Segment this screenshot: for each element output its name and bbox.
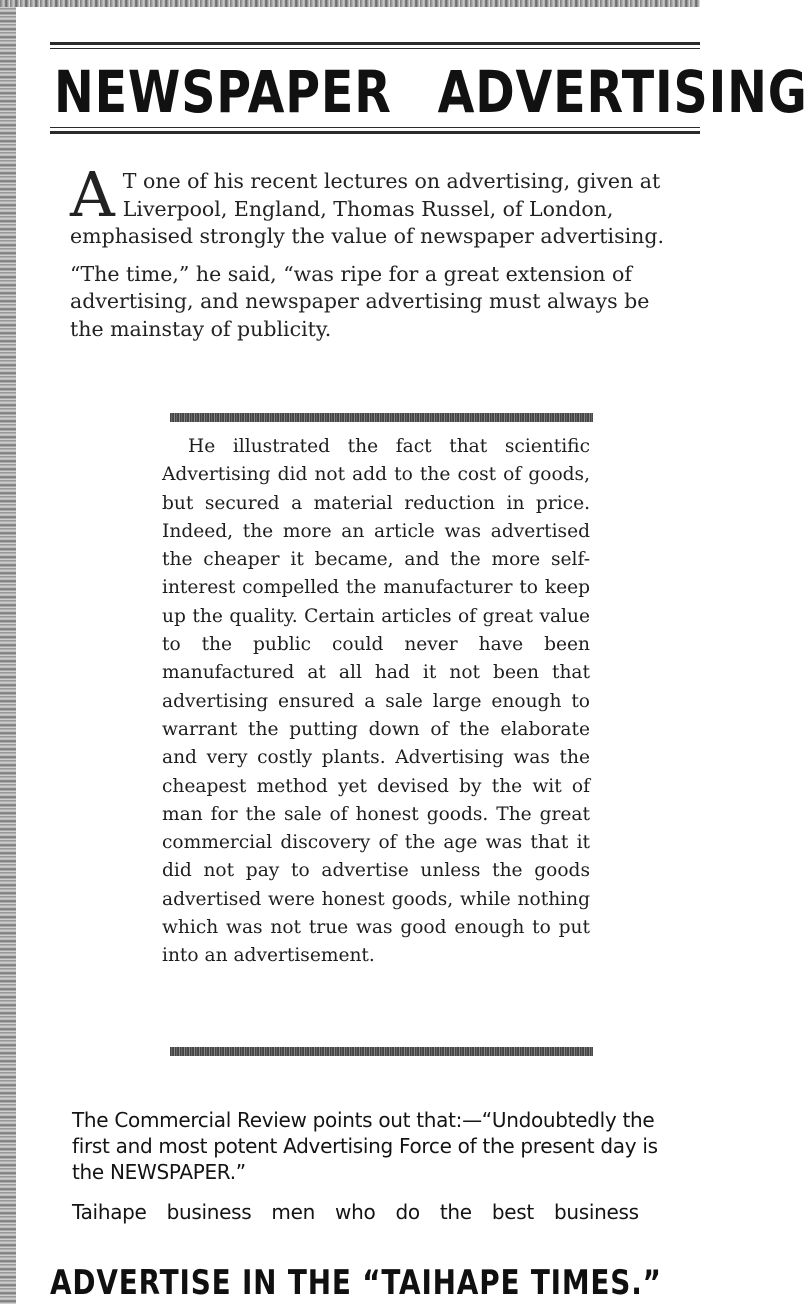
headline-rule-bottom-thin — [50, 127, 700, 128]
headline — [54, 52, 808, 132]
intro-paragraph-1: A T one of his recent lectures on advertising, given at Liverpool, England, Thomas Russel, of London, emphasised strongly the value of newspaper advertising. — [70, 158, 664, 248]
column-rule-top — [170, 413, 593, 422]
headline-rule-top — [50, 42, 700, 45]
review-quote: The Commercial Review points out that:—“Undoubtedly the first and most potent Advertising Force of the present day is the NEWSPAPER.” — [72, 1108, 658, 1184]
headline-word-2: ADVERTISING — [437, 58, 808, 126]
intro-section — [70, 158, 680, 343]
headline-rule-top-thin — [50, 48, 700, 49]
intro-paragraph-2: “The time,” he said, “was ripe for a great extension of advertising, and newspaper advertising must always be the mainstay of publicity. — [70, 261, 650, 341]
headline-word-1: NEWSPAPER — [54, 58, 392, 126]
page-edge-left — [0, 0, 16, 1304]
drop-cap: A — [70, 158, 115, 231]
page-edge-top — [0, 0, 700, 7]
review-section — [72, 1107, 682, 1225]
headline-rule-bottom — [50, 131, 700, 134]
review-tagline: Taihape business men who do the best business — [72, 1200, 639, 1224]
article-column — [162, 433, 590, 971]
article-column-text: He illustrated the fact that scientific Advertising did not add to the cost of goods, but secured a material reduction in price. Indeed, the more an article was advertised the cheaper it became, and the more self-interest compelled the manufacturer to keep up the quality. Certain articles of great value to the public could never have been manufactured at all had it not been that advertising ensured a sale large enough to warrant the putting down of the elaborate and very costly plants. Advertising was the cheapest method yet devised by the wit of man for the sale of honest goods. The great commercial discovery of the age was that it did not pay to advertise unless the goods advertised were honest goods, while nothing which was not true was good enough to put into an advertisement. — [162, 436, 590, 967]
footer-slogan: ADVERTISE IN THE “TAIHAPE TIMES.” — [50, 1263, 662, 1303]
column-rule-bottom — [170, 1047, 593, 1056]
